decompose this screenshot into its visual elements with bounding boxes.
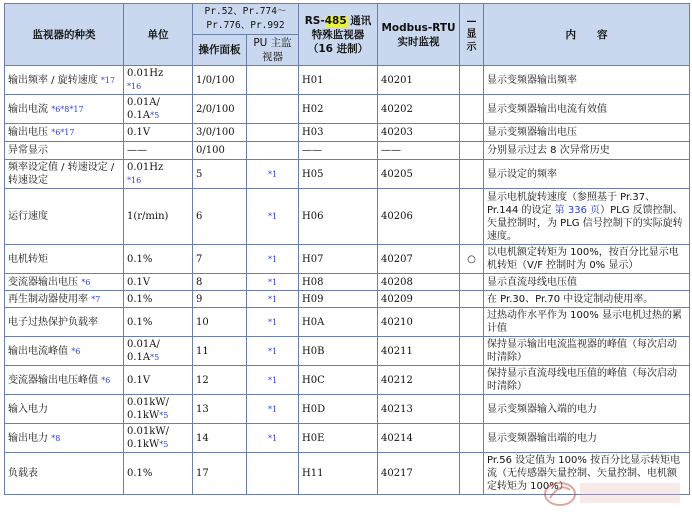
cell-op-panel bbox=[193, 124, 247, 142]
cell-content bbox=[484, 160, 690, 189]
table-row bbox=[5, 366, 690, 395]
cell-display bbox=[460, 337, 484, 366]
cell-display bbox=[460, 245, 484, 274]
unit-value: 0.1% bbox=[127, 293, 153, 305]
op-panel-value: 14 bbox=[196, 432, 209, 444]
unit-line-2 bbox=[127, 438, 189, 451]
modbus-register: 40208 bbox=[381, 276, 413, 288]
cell-rs485 bbox=[299, 189, 378, 245]
op-panel-value: 5 bbox=[196, 168, 203, 180]
content-text: Pr.56 设定值为 100% 按百分比显示转矩电流（无传感器矢量控制、矢量控制、电机额定转矩为 100%） bbox=[487, 455, 681, 492]
cell-pu-monitor bbox=[247, 395, 299, 424]
rs485-code: H08 bbox=[302, 276, 324, 288]
footnote-ref: *5 bbox=[150, 353, 160, 362]
cell-kind bbox=[5, 291, 124, 308]
cell-content bbox=[484, 395, 690, 424]
cell-content bbox=[484, 245, 690, 274]
rs485-code: H01 bbox=[302, 74, 324, 86]
content-text: 分别显示过去 8 次异常历史 bbox=[487, 145, 610, 156]
table-row bbox=[5, 66, 690, 95]
cell-unit bbox=[124, 308, 193, 337]
cell-pu-monitor bbox=[247, 66, 299, 95]
header-content: 内 容 bbox=[484, 4, 690, 66]
cell-pu-monitor bbox=[247, 124, 299, 142]
footnote-ref: *6 bbox=[81, 277, 91, 287]
cell-pu-monitor bbox=[247, 366, 299, 395]
cell-unit bbox=[124, 395, 193, 424]
cell-op-panel bbox=[193, 274, 247, 291]
table-row bbox=[5, 95, 690, 124]
cell-rs485 bbox=[299, 66, 378, 95]
content-text: 在 Pr.30、Pr.70 中设定制动使用率。 bbox=[487, 293, 654, 305]
display-mark: ○ bbox=[467, 253, 476, 265]
cell-kind bbox=[5, 142, 124, 160]
footnote-ref: *6 bbox=[101, 375, 111, 385]
footnote-ref: *17 bbox=[100, 75, 116, 85]
cell-display bbox=[460, 395, 484, 424]
rs485-code: —— bbox=[302, 145, 322, 156]
cell-modbus bbox=[378, 366, 460, 395]
cell-unit bbox=[124, 291, 193, 308]
modbus-register: 40205 bbox=[381, 168, 413, 180]
footnote-ref: *1 bbox=[267, 277, 278, 287]
op-panel-value: 2/0/100 bbox=[196, 103, 235, 115]
cell-kind bbox=[5, 395, 124, 424]
footnote-ref: *1 bbox=[267, 404, 278, 414]
modbus-register: 40209 bbox=[381, 293, 413, 305]
footnote-ref: *1 bbox=[267, 212, 278, 221]
footnote-ref: *16 bbox=[127, 82, 142, 91]
highlight-mark: 485 bbox=[324, 14, 347, 27]
content-text: 保持显示输出电流监视器的峰值（每次启动时清除） bbox=[487, 339, 677, 363]
cell-rs485 bbox=[299, 366, 378, 395]
cell-display bbox=[460, 160, 484, 189]
table-row bbox=[5, 124, 690, 142]
cell-modbus bbox=[378, 142, 460, 160]
cell-kind bbox=[5, 453, 124, 495]
table-row bbox=[5, 160, 690, 189]
op-panel-value: 6 bbox=[196, 211, 203, 222]
cell-kind bbox=[5, 308, 124, 337]
cell-pu-monitor bbox=[247, 274, 299, 291]
footnote-ref: *1 bbox=[267, 433, 278, 443]
op-panel-value: 9 bbox=[196, 293, 203, 305]
cell-modbus bbox=[378, 189, 460, 245]
unit-value: 0.1V bbox=[127, 127, 151, 138]
monitor-table bbox=[4, 3, 690, 495]
cell-rs485 bbox=[299, 453, 378, 495]
modbus-register: 40202 bbox=[381, 103, 413, 115]
footnote-ref: *1 bbox=[267, 317, 278, 327]
rs485-code: H0B bbox=[302, 345, 325, 357]
rs485-code: H0D bbox=[302, 403, 326, 415]
modbus-register: —— bbox=[381, 145, 401, 156]
footnote-ref: *1 bbox=[267, 254, 278, 264]
modbus-register: 40203 bbox=[381, 127, 413, 138]
cell-pu-monitor bbox=[247, 95, 299, 124]
unit-value: 0.1% bbox=[127, 316, 153, 328]
cell-op-panel bbox=[193, 291, 247, 308]
content-text: 保持显示直流母线电压值的峰值（每次启动时清除） bbox=[487, 368, 677, 392]
cell-op-panel bbox=[193, 95, 247, 124]
cell-display bbox=[460, 189, 484, 245]
rs485-code: H07 bbox=[302, 253, 324, 265]
cell-unit bbox=[124, 95, 193, 124]
cell-pu-monitor bbox=[247, 245, 299, 274]
cell-op-panel bbox=[193, 424, 247, 453]
cell-display bbox=[460, 453, 484, 495]
cell-unit bbox=[124, 424, 193, 453]
content-text: 显示变频器输出频率 bbox=[487, 74, 577, 86]
cell-unit bbox=[124, 337, 193, 366]
cell-rs485 bbox=[299, 124, 378, 142]
header-kind: 监视器的种类 bbox=[5, 4, 124, 66]
modbus-register: 40206 bbox=[381, 211, 413, 222]
cell-pu-monitor bbox=[247, 189, 299, 245]
cell-unit bbox=[124, 189, 193, 245]
table-row bbox=[5, 308, 690, 337]
kind-label: 输出电压 bbox=[8, 127, 48, 138]
cell-op-panel bbox=[193, 395, 247, 424]
footnote-ref: *1 bbox=[267, 375, 278, 385]
content-text: 显示变频器输出电流有效值 bbox=[487, 103, 607, 115]
kind-label: 电机转矩 bbox=[8, 253, 48, 265]
unit-value-alt: 0.1A bbox=[127, 352, 151, 363]
header-pr-params: Pr.52、Pr.774～Pr.776、Pr.992 bbox=[193, 4, 299, 35]
cell-kind bbox=[5, 245, 124, 274]
cell-rs485 bbox=[299, 274, 378, 291]
rs485-code: H05 bbox=[302, 168, 324, 180]
cell-display bbox=[460, 424, 484, 453]
modbus-register: 40210 bbox=[381, 316, 413, 328]
kind-label: 变流器输出电压峰值 bbox=[8, 374, 98, 386]
cell-kind bbox=[5, 189, 124, 245]
unit-value: 0.01Hz bbox=[127, 162, 164, 173]
kind-label: 输出电力 bbox=[8, 432, 48, 444]
rs485-code: H0E bbox=[302, 432, 325, 444]
rs485-code: H06 bbox=[302, 211, 324, 222]
modbus-register: 40207 bbox=[381, 253, 413, 265]
cell-pu-monitor bbox=[247, 160, 299, 189]
footnote-ref: *6*8*17 bbox=[51, 104, 84, 114]
header-display: — 显示 bbox=[460, 4, 484, 66]
cell-display bbox=[460, 124, 484, 142]
cell-pu-monitor bbox=[247, 142, 299, 160]
unit-value-alt: 0.1kW bbox=[127, 439, 160, 450]
cell-display bbox=[460, 366, 484, 395]
content-text: 显示电机旋转速度（参照基于 Pr.37、Pr.144 的设定 第 336 页）PLG 反馈控制、矢量控制时，为 PLG 信号控制下的实际旋转速度。 bbox=[487, 191, 683, 242]
footnote-ref: *5 bbox=[159, 440, 169, 449]
footnote-ref: *5 bbox=[150, 111, 160, 120]
op-panel-value: 3/0/100 bbox=[196, 127, 235, 138]
footnote-ref: *16 bbox=[127, 176, 142, 185]
cell-rs485 bbox=[299, 337, 378, 366]
cell-rs485 bbox=[299, 395, 378, 424]
cell-pu-monitor bbox=[247, 453, 299, 495]
table-row bbox=[5, 291, 690, 308]
unit-value-alt: 0.1kW bbox=[127, 410, 160, 421]
unit-value: 0.1V bbox=[127, 374, 151, 386]
cell-content bbox=[484, 95, 690, 124]
rs485-code: H0A bbox=[302, 316, 325, 328]
cell-unit bbox=[124, 142, 193, 160]
unit-line-2 bbox=[127, 174, 189, 187]
cell-content bbox=[484, 124, 690, 142]
cell-content bbox=[484, 337, 690, 366]
cell-op-panel bbox=[193, 308, 247, 337]
cell-content bbox=[484, 291, 690, 308]
cell-rs485 bbox=[299, 160, 378, 189]
cell-rs485 bbox=[299, 95, 378, 124]
cell-kind bbox=[5, 274, 124, 291]
content-text: 过热动作水平作为 100% 显示电机过热的累计值 bbox=[487, 310, 682, 334]
page-link[interactable]: 第 336 页 bbox=[554, 204, 601, 216]
op-panel-value: 13 bbox=[196, 403, 209, 415]
cell-modbus bbox=[378, 66, 460, 95]
cell-content bbox=[484, 308, 690, 337]
cell-op-panel bbox=[193, 245, 247, 274]
cell-kind bbox=[5, 337, 124, 366]
op-panel-value: 17 bbox=[196, 468, 209, 479]
table-row bbox=[5, 142, 690, 160]
cell-rs485 bbox=[299, 142, 378, 160]
op-panel-value: 8 bbox=[196, 276, 203, 288]
table-row bbox=[5, 395, 690, 424]
footnote-ref: *1 bbox=[267, 294, 278, 304]
cell-rs485 bbox=[299, 308, 378, 337]
cell-pu-monitor bbox=[247, 424, 299, 453]
cell-kind bbox=[5, 366, 124, 395]
cell-rs485 bbox=[299, 291, 378, 308]
unit-value-alt: 0.1A bbox=[127, 110, 151, 121]
kind-label: 异常显示 bbox=[8, 145, 48, 156]
cell-modbus bbox=[378, 291, 460, 308]
rs485-code: H11 bbox=[302, 468, 324, 479]
cell-op-panel bbox=[193, 337, 247, 366]
cell-modbus bbox=[378, 453, 460, 495]
kind-label: 输入电力 bbox=[8, 403, 48, 415]
content-text: 显示变频器输入端的电力 bbox=[487, 403, 597, 415]
cell-unit bbox=[124, 453, 193, 495]
unit-value: 0.1% bbox=[127, 468, 153, 479]
header-pu-monitor: PU 主监视器 bbox=[247, 35, 299, 66]
footnote-ref: *7 bbox=[91, 294, 101, 304]
cell-op-panel bbox=[193, 453, 247, 495]
cell-unit bbox=[124, 66, 193, 95]
watermark-logo bbox=[540, 474, 690, 514]
cell-unit bbox=[124, 274, 193, 291]
kind-label: 再生制动器使用率 bbox=[8, 293, 88, 305]
content-text: 显示直流母线电压值 bbox=[487, 276, 577, 288]
cell-modbus bbox=[378, 124, 460, 142]
cell-op-panel bbox=[193, 189, 247, 245]
cell-kind bbox=[5, 160, 124, 189]
kind-label: 负载表 bbox=[8, 468, 38, 479]
unit-value: 0.01A/ bbox=[127, 97, 160, 108]
cell-content bbox=[484, 424, 690, 453]
header-rs485: RS-485 通讯特殊监视器（16 进制） bbox=[299, 4, 378, 66]
cell-content bbox=[484, 366, 690, 395]
cell-kind bbox=[5, 124, 124, 142]
cell-op-panel bbox=[193, 66, 247, 95]
cell-modbus bbox=[378, 308, 460, 337]
op-panel-value: 0/100 bbox=[196, 145, 225, 156]
table-row bbox=[5, 274, 690, 291]
cell-unit bbox=[124, 366, 193, 395]
cell-display bbox=[460, 142, 484, 160]
unit-value: 0.1V bbox=[127, 276, 151, 288]
cell-display bbox=[460, 291, 484, 308]
cell-modbus bbox=[378, 395, 460, 424]
content-text: 显示设定的频率 bbox=[487, 168, 557, 180]
footnote-ref: *6 bbox=[71, 346, 81, 356]
modbus-register: 40201 bbox=[381, 74, 413, 86]
footnote-ref: *6*17 bbox=[51, 128, 75, 137]
unit-value: 1(r/min) bbox=[127, 211, 169, 222]
table-row bbox=[5, 189, 690, 245]
cell-pu-monitor bbox=[247, 308, 299, 337]
cell-unit bbox=[124, 124, 193, 142]
modbus-register: 40213 bbox=[381, 403, 413, 415]
content-text: 显示变频器输出端的电力 bbox=[487, 432, 597, 444]
kind-label: 输出频率 / 旋转速度 bbox=[8, 74, 98, 86]
cell-pu-monitor bbox=[247, 337, 299, 366]
unit-line-2 bbox=[127, 351, 189, 364]
cell-rs485 bbox=[299, 245, 378, 274]
cell-unit bbox=[124, 160, 193, 189]
cell-display bbox=[460, 95, 484, 124]
cell-content bbox=[484, 274, 690, 291]
cell-modbus bbox=[378, 160, 460, 189]
content-text: 以电机额定转矩为 100%，按百分比显示电机转矩（V/F 控制时为 0% 显示） bbox=[487, 247, 679, 271]
unit-value: 0.01kW/ bbox=[127, 426, 169, 437]
cell-content bbox=[484, 66, 690, 95]
kind-label: 运行速度 bbox=[8, 211, 48, 222]
cell-kind bbox=[5, 424, 124, 453]
cell-op-panel bbox=[193, 160, 247, 189]
kind-label: 变流器输出电压 bbox=[8, 276, 78, 288]
table-row bbox=[5, 245, 690, 274]
table-row bbox=[5, 337, 690, 366]
op-panel-value: 11 bbox=[196, 345, 209, 357]
unit-line-2 bbox=[127, 409, 189, 422]
cell-kind bbox=[5, 66, 124, 95]
cell-unit bbox=[124, 245, 193, 274]
modbus-register: 40211 bbox=[381, 345, 413, 357]
cell-modbus bbox=[378, 95, 460, 124]
header-op-panel: 操作面板 bbox=[193, 35, 247, 66]
table-row bbox=[5, 424, 690, 453]
op-panel-value: 12 bbox=[196, 374, 209, 386]
unit-value: 0.1% bbox=[127, 253, 153, 265]
modbus-register: 40214 bbox=[381, 432, 413, 444]
unit-value: 0.01A/ bbox=[127, 339, 160, 350]
modbus-register: 40212 bbox=[381, 374, 413, 386]
kind-label: 频率设定值 / 转速设定 / 转速设定 bbox=[8, 162, 115, 186]
rs485-code: H02 bbox=[302, 103, 324, 115]
rs485-code: H03 bbox=[302, 127, 324, 138]
op-panel-value: 10 bbox=[196, 316, 209, 328]
op-panel-value: 1/0/100 bbox=[196, 74, 235, 86]
cell-content bbox=[484, 142, 690, 160]
cell-display bbox=[460, 66, 484, 95]
cell-display bbox=[460, 274, 484, 291]
unit-value: —— bbox=[127, 145, 147, 156]
content-text: 显示变频器输出电压 bbox=[487, 127, 577, 138]
modbus-register: 40217 bbox=[381, 468, 413, 479]
footnote-ref: *1 bbox=[267, 346, 278, 356]
cell-rs485 bbox=[299, 424, 378, 453]
cell-kind bbox=[5, 95, 124, 124]
footnote-ref: *1 bbox=[267, 169, 278, 179]
footnote-ref: *8 bbox=[51, 433, 61, 443]
rs485-code: H0C bbox=[302, 374, 325, 386]
kind-label: 输出电流峰值 bbox=[8, 345, 68, 357]
header-unit: 单位 bbox=[124, 4, 193, 66]
unit-line-2 bbox=[127, 80, 189, 93]
unit-value: 0.01kW/ bbox=[127, 397, 169, 408]
kind-label: 输出电流 bbox=[8, 103, 48, 115]
cell-modbus bbox=[378, 274, 460, 291]
cell-modbus bbox=[378, 424, 460, 453]
cell-modbus bbox=[378, 245, 460, 274]
rs485-code: H09 bbox=[302, 293, 324, 305]
kind-label: 电子过热保护负载率 bbox=[8, 316, 98, 328]
cell-pu-monitor bbox=[247, 291, 299, 308]
cell-op-panel bbox=[193, 142, 247, 160]
cell-modbus bbox=[378, 337, 460, 366]
header-modbus: Modbus-RTU 实时监视 bbox=[378, 4, 460, 66]
footnote-ref: *5 bbox=[159, 411, 169, 420]
op-panel-value: 7 bbox=[196, 253, 203, 265]
cell-content bbox=[484, 189, 690, 245]
unit-value: 0.01Hz bbox=[127, 68, 164, 79]
unit-line-2 bbox=[127, 109, 189, 122]
cell-op-panel bbox=[193, 366, 247, 395]
cell-display bbox=[460, 308, 484, 337]
